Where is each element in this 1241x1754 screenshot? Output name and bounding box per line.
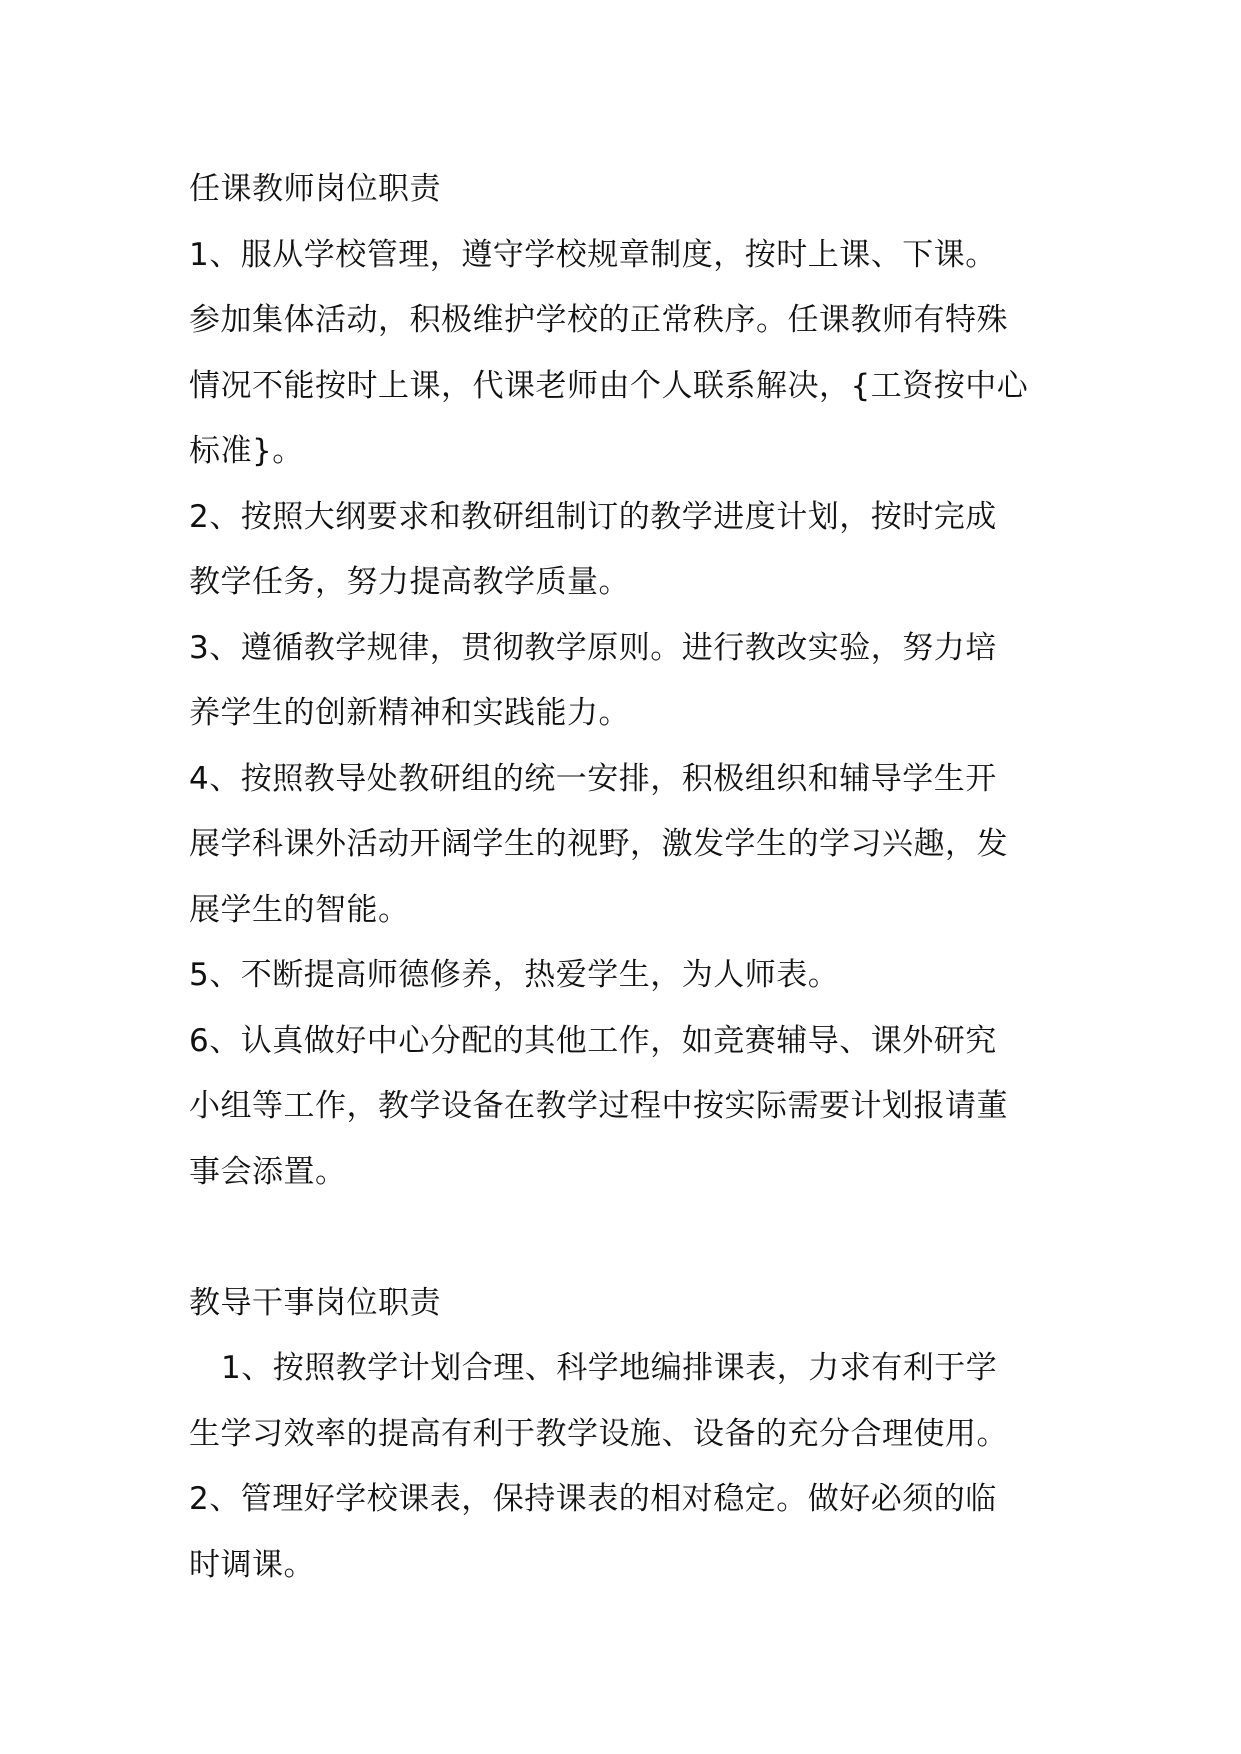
text-line: 养学生的创新精神和实践能力。 — [189, 695, 630, 731]
text-line: 生学习效率的提高有利于教学设施、设备的充分合理使用。 — [189, 1415, 1008, 1452]
document-body — [189, 157, 1061, 1598]
section-gap — [189, 1205, 1061, 1271]
text-line: 参加集体活动，积极维护学校的正常秩序。任课教师有特殊 — [189, 302, 1008, 338]
text-line: 2、管理好学校课表，保持课表的相对稳定。做好必须的临 — [189, 1481, 997, 1517]
section-title-academic-affairs-duties: 教导干事岗位职责 — [189, 1284, 441, 1321]
text-line: 1、按照教学计划合理、科学地编排课表，力求有利于学 — [221, 1350, 998, 1386]
text-line: 1、服从学校管理，遵守学校规章制度，按时上课、下课。 — [189, 236, 997, 273]
section-title-teacher-duties: 任课教师岗位职责 — [189, 171, 441, 207]
text-line: 展学科课外活动开阔学生的视野，激发学生的学习兴趣，发 — [189, 826, 1008, 862]
text-line: 教学任务，努力提高教学质量。 — [189, 564, 630, 600]
text-line: 小组等工作，教学设备在教学过程中按实际需要计划报请董 — [189, 1088, 1008, 1124]
text-line: 展学生的智能。 — [189, 891, 410, 928]
text-line: 5、不断提高师德修养，热爱学生，为人师表。 — [189, 957, 840, 993]
text-line: 2、按照大纲要求和教研组制订的教学进度计划，按时完成 — [189, 498, 997, 535]
text-line: 时调课。 — [189, 1546, 315, 1583]
text-line: 事会添置。 — [189, 1153, 347, 1190]
text-line: 6、认真做好中心分配的其他工作，如竞赛辅导、课外研究 — [189, 1022, 997, 1059]
text-line: 标准}。 — [189, 433, 304, 469]
text-line: 4、按照教导处教研组的统一安排，积极组织和辅导学生开 — [189, 760, 997, 797]
text-line: 3、遵循教学规律，贯彻教学原则。进行教改实验，努力培 — [189, 629, 997, 666]
text-line: 情况不能按时上课，代课老师由个人联系解决，{工资按中心 — [189, 367, 1029, 404]
